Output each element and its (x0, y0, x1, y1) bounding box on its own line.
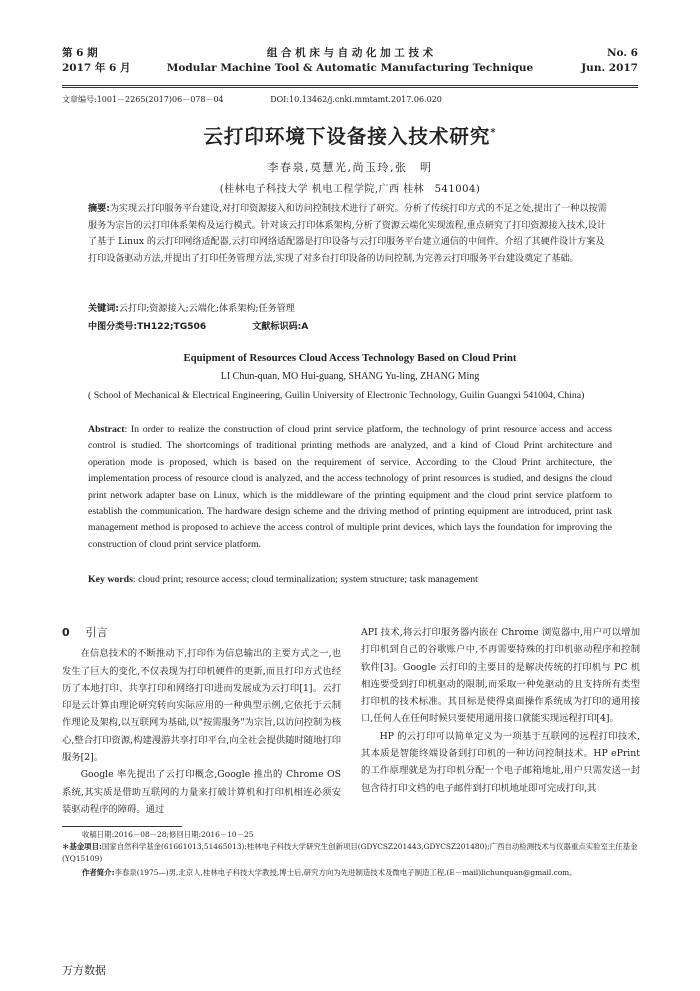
body-column-left (62, 624, 341, 818)
body-paragraph: 在信息技术的不断推动下,打印作为信息输出的主要方式之一,也发生了巨大的变化,不仅表现为打印机硬件的更新,而且打印方式也经历了本地打印、共享打印和网络打印进而发展成为云打印[1]。云打印是云计算由理论研究转向实际应用的一种典型示例,它依托于云制作理论及架构,以互联网为基础,以"按需服务"为宗旨,以访问控制为核心,整合打印资源,构建漫游共享打印平台,向全社会提供随时随地打印服务[2]。 (62, 648, 341, 764)
title-text: 云打印环境下设备接入技术研究 (203, 125, 491, 148)
body-paragraph: API 技术,将云打印服务器内嵌在 Chrome 浏览器中,用户可以增加打印机到自己的谷歌账户中,不再需要特殊的打印机驱动程序和控制软件[3]。Google 云打印的主要目的是解决传统的打印机与 PC 机相连要受到打印机驱动的限制,而采取一种免驱动的且支持所有类型打印机的技术标准。其目标是使得桌面操作系统成为打印的通用接口,任何人在任何时候只要使用通用接口就能实现远程打印[4]。 (361, 627, 640, 725)
literature-code: 文献标识码:A (252, 322, 309, 332)
keywords-cn-label: 关键词: (88, 304, 119, 314)
english-abstract-label: Abstract (88, 424, 125, 435)
body-paragraph: Google 率先提出了云打印概念,Google 推出的 Chrome OS 系统,其实质是借助互联网的力量来打破计算机和打印机相连必须安装驱动程序的障碍。通过 (62, 769, 341, 815)
body-paragraph: HP 的云打印可以简单定义为一项基于互联网的远程打印技术,其本质是智能终端设备到打印机的一种访问控制技术。HP ePrint 的工作原理就是为打印机分配一个电子邮箱地址,用户只需发送一封包含待打印文档的电子邮件到打印机地址即可完成打印,其 (361, 730, 640, 794)
english-authors: LI Chun-quan, MO Hui-guang, SHANG Yu-ling, ZHANG Ming (220, 371, 480, 382)
paper-title (0, 121, 700, 149)
abstract-cn-label: 摘要: (88, 204, 110, 214)
english-affiliation: ( School of Mechanical & Electrical Engineering, Guilin University of Electronic Technology, Guilin Guangxi 541004, China) (88, 390, 585, 401)
authors: 李春泉,莫慧光,尚玉玲,张 明 (267, 161, 433, 174)
author-bio-text: 李春泉(1975—)男,北京人,桂林电子科技大学教授,博士后,研究方向为先进制造技术及微电子制造工程,(E－mail)lichunquan@gmail.com。 (114, 868, 577, 877)
footnote-received: 收稿日期:2016－08－28;修回日期:2016－10－25 (82, 830, 254, 839)
footnote-rule (62, 826, 182, 827)
running-header (62, 46, 638, 82)
fund-label: ＊基金项目: (62, 842, 102, 851)
header-right (581, 46, 638, 76)
section-heading (62, 624, 341, 641)
english-abstract (88, 422, 612, 553)
header-rule-thin (62, 87, 638, 88)
english-abstract-text: : In order to realize the construction of cloud print service platform, the technology of print resource access and access control is studied. The shortcomings of traditional printing methods are analyzed, and a kind of Cloud Print architecture and operation mode is proposed, which is based on the requirement of service. According to the Cloud Print architecture, the implementation process of resource cloud is analyzed, and the access technology of print resources is studied, and designs the cloud print network adapter base on Linux, which is the middleware of the printing equipment and the cloud print service platform to establish the communication. The hardware design scheme and the driving method of printing equipment are introduced, print task management method is proposed to achieve the access control of multiple print devices, which lays the foundation for improving the construction of cloud print service platform. (88, 424, 612, 550)
keywords-cn-text: 云打印;资源接入;云端化;体系架构;任务管理 (118, 304, 295, 314)
issue-cn: 第 6 期 (62, 47, 98, 59)
date-cn: 2017 年 6 月 (62, 62, 131, 74)
keywords-cn (88, 301, 610, 318)
header-rule (62, 85, 638, 86)
footnote-fund (62, 841, 638, 865)
title-footnote-mark: * (490, 127, 497, 139)
doi: DOI:10.13462/j.cnki.mmtamt.2017.06.020 (270, 95, 442, 104)
english-keywords-text: : cloud print; resource access; cloud terminalization; system structure; task management (132, 574, 478, 585)
affiliation: (桂林电子科技大学 机电工程学院,广西 桂林 541004) (219, 184, 481, 195)
clc-number: 中图分类号:TH122;TG506 (88, 322, 207, 332)
fund-text: 国家自然科学基金(61661013,51465013);桂林电子科技大学研究生创新项目(GDYCSZ201443,GDYCSZ201480);广西自动检测技术与仪器重点实验室主任基金(YQ15109) (62, 842, 638, 863)
abstract-cn-text: 为实现云打印服务平台建设,对打印资源接入和访问控制技术进行了研究。分析了传统打印方式的不足之处,提出了一种以按需服务为宗旨的云打印体系架构及运行模式。针对该云打印体系架构,分析了资源云端化实现流程,重点研究了打印资源接入技术,设计了基于 Linux 的云打印网络适配器,云打印网络适配器是打印设备与云打印服务平台建立通信的中间件。介绍了其硬件设计方案及打印设备驱动方法,并提出了打印任务管理方法,实现了对多台打印设备的访问控制,为完善云打印服务平台建设奠定了基础。 (88, 204, 607, 264)
classification (88, 319, 610, 336)
author-bio-label: 作者简介: (82, 868, 115, 877)
abstract-cn (88, 201, 610, 267)
issue-en: No. 6 (606, 47, 638, 59)
english-title: Equipment of Resources Cloud Access Technology Based on Cloud Print (183, 352, 517, 364)
english-keywords (88, 574, 612, 585)
header-center (62, 46, 638, 76)
body-column-right (361, 624, 640, 797)
footnote-author (82, 867, 658, 879)
section-title: 引言 (85, 626, 108, 639)
date-en: Jun. 2017 (581, 62, 638, 74)
watermark: 万方数据 (62, 964, 106, 977)
section-number: 0 (62, 626, 70, 639)
article-number: 文章编号:1001－2265(2017)06－078－04 (62, 95, 224, 104)
journal-en: Modular Machine Tool & Automatic Manufacturing Technique (166, 62, 534, 74)
english-keywords-label: Key words (88, 574, 133, 585)
journal-cn: 组 合 机 床 与 自 动 化 加 工 技 术 (266, 47, 434, 59)
article-meta (62, 94, 638, 105)
